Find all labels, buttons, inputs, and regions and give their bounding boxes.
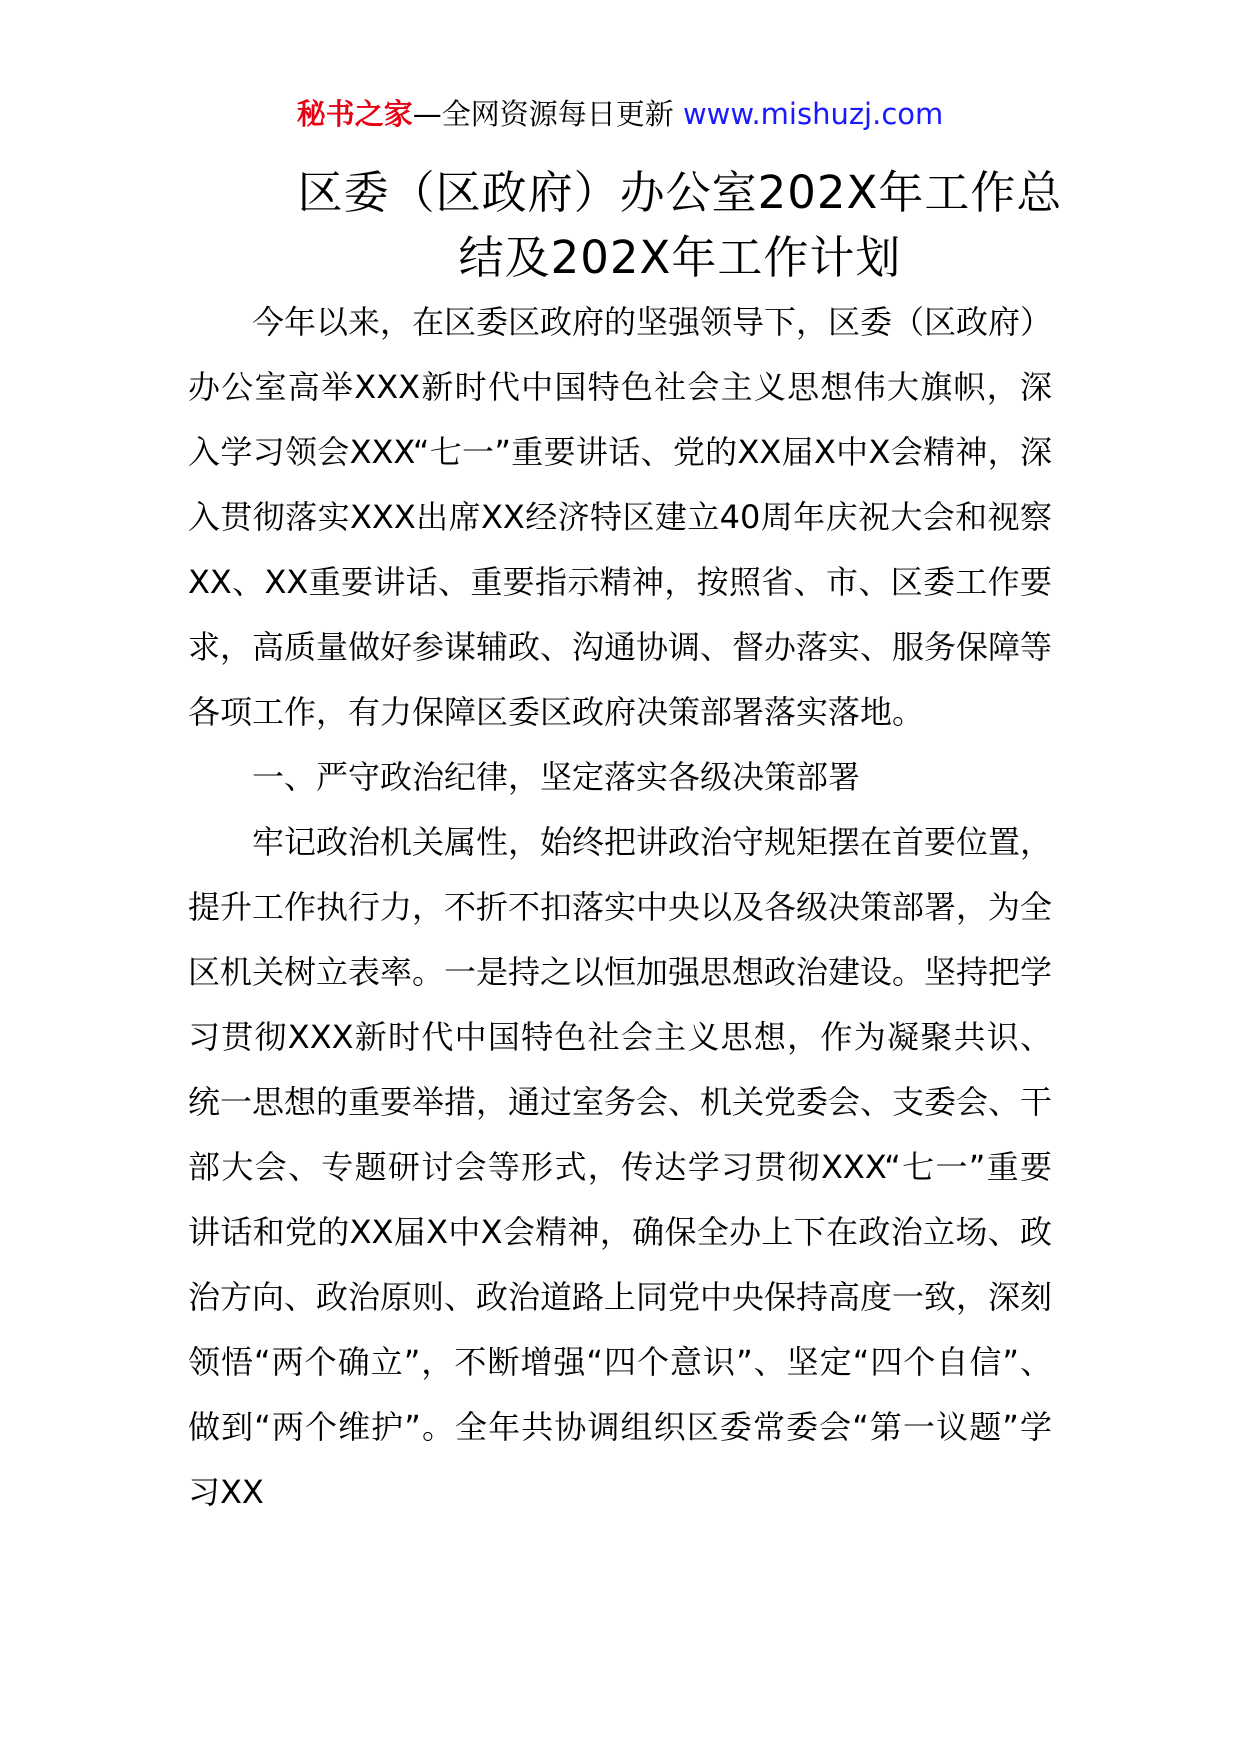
- section-heading-1: 一、严守政治纪律，坚定落实各级决策部署: [252, 758, 861, 796]
- title-line-1: 区委（区政府）办公室202X年工作总: [297, 166, 1063, 219]
- brand-name: 秘书之家: [296, 97, 413, 131]
- document-body: [188, 290, 1052, 1525]
- intro-paragraph: 今年以来，在区委区政府的坚强领导下，区委（区政府）办公室高举XXX新时代中国特色社会主义思想伟大旗帜，深入学习领会XXX“七一”重要讲话、党的XX届X中X会精神，深入贯彻落实XXX出席XX经济特区建立40周年庆祝大会和视察XX、XX重要讲话、重要指示精神，按照省、市、区委工作要求，高质量做好参谋辅政、沟通协调、督办落实、服务保障等各项工作，有力保障区委区政府决策部署落实落地。: [188, 303, 1053, 731]
- document-title: [290, 160, 1070, 290]
- site-url-link[interactable]: www.mishuzj.com: [682, 97, 944, 131]
- header-tagline: —全网资源每日更新: [412, 97, 674, 131]
- section-1-paragraph: 牢记政治机关属性，始终把讲政治守规矩摆在首要位置，提升工作执行力，不折不扣落实中央以及各级决策部署，为全区机关树立表率。一是持之以恒加强思想政治建设。坚持把学习贯彻XXX新时代中国特色社会主义思想，作为凝聚共识、统一思想的重要举措，通过室务会、机关党委会、支委会、干部大会、专题研讨会等形式，传达学习贯彻XXX“七一”重要讲话和党的XX届X中X会精神，确保全办上下在政治立场、政治方向、政治原则、政治道路上同党中央保持高度一致，深刻领悟“两个确立”，不断增强“四个意识”、坚定“四个自信”、做到“两个维护”。全年共协调组织区委常委会“第一议题”学习XX: [188, 823, 1053, 1511]
- title-line-2: 结及202X年工作计划: [458, 231, 902, 284]
- site-header-banner: [0, 94, 1240, 134]
